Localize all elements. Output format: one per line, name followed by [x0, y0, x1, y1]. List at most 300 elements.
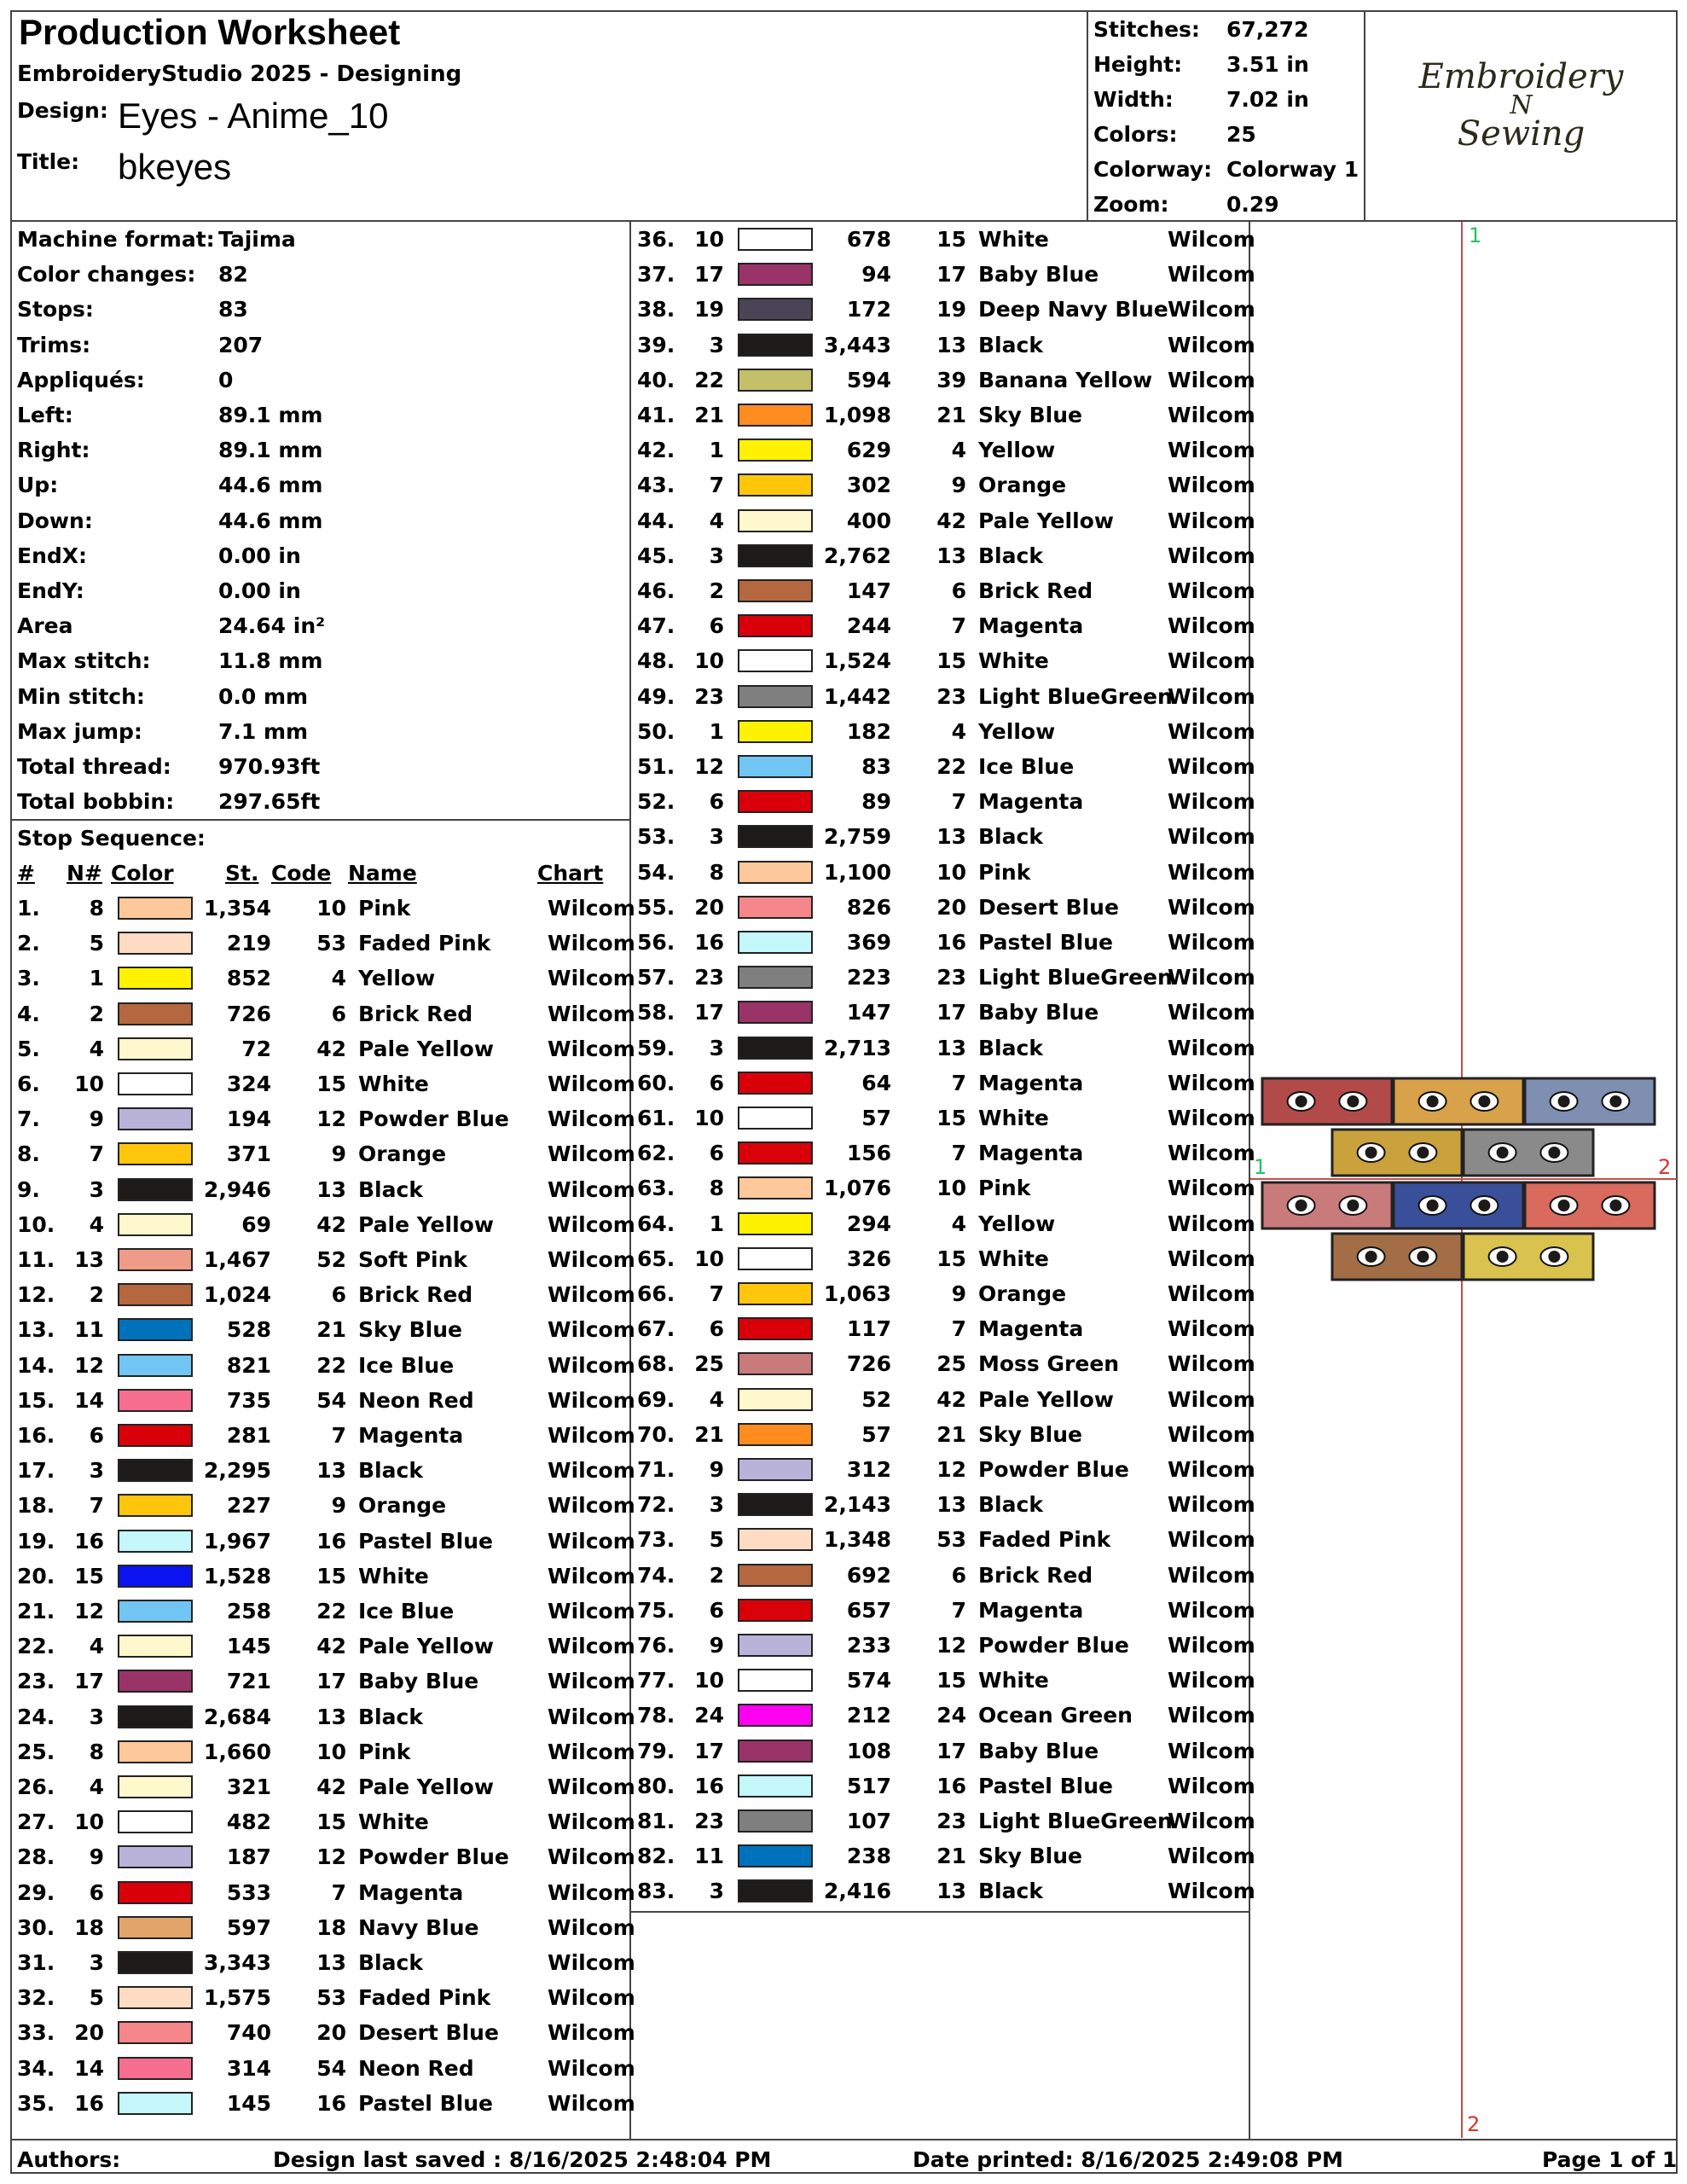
stop-code: 9: [331, 1493, 346, 1519]
stop-thread-name: Yellow: [978, 438, 1056, 463]
stop-chart: Wilcom: [1168, 1738, 1255, 1763]
stop-stitch-count: 117: [846, 1316, 891, 1342]
stop-needle: 1: [89, 966, 104, 991]
stop-row: [630, 1206, 1255, 1241]
spec-label: Zoom:: [1093, 192, 1169, 217]
pupil-icon: [1548, 1147, 1560, 1159]
pupil-icon: [1609, 1095, 1621, 1107]
stop-index: 8.: [17, 1141, 40, 1167]
stop-thread-name: Pink: [358, 896, 411, 921]
stop-stitch-count: 281: [226, 1423, 271, 1448]
stop-thread-name: Neon Red: [358, 2055, 474, 2081]
machine-info-value: 24.64 in²: [218, 613, 326, 639]
stop-chart: Wilcom: [1168, 403, 1255, 427]
stop-thread-name: Yellow: [978, 1211, 1056, 1236]
stop-index: 13.: [17, 1317, 55, 1343]
col-code-header: Code: [271, 861, 332, 886]
stop-stitch-count: 57: [861, 1106, 891, 1130]
stop-needle: 14: [74, 2055, 104, 2081]
stop-stitch-count: 244: [846, 613, 891, 639]
stop-stitch-count: 238: [846, 1844, 891, 1869]
thread-color-swatch: [738, 1176, 813, 1199]
stop-index: 32.: [17, 1985, 55, 2011]
stop-row: [10, 996, 635, 1031]
stop-code: 13: [316, 1704, 346, 1729]
stop-needle: 7: [709, 1281, 724, 1306]
thread-color-swatch: [118, 1951, 193, 1974]
stop-index: 5.: [17, 1036, 40, 1061]
stop-needle: 10: [694, 1106, 724, 1130]
stop-chart: Wilcom: [1168, 613, 1255, 639]
logo-line-1: Embroidery: [1418, 57, 1624, 96]
stop-needle: 9: [89, 1107, 104, 1132]
pupil-icon: [1497, 1147, 1509, 1159]
stop-chart: Wilcom: [548, 2055, 635, 2081]
stop-stitch-count: 678: [846, 227, 891, 252]
stop-code: 21: [316, 1317, 346, 1343]
stop-index: 4.: [17, 1001, 40, 1026]
stop-code: 53: [936, 1527, 966, 1553]
stop-chart: Wilcom: [548, 2090, 635, 2116]
stop-index: 51.: [637, 754, 675, 779]
stop-stitch-count: 533: [226, 1879, 271, 1905]
stop-needle: 10: [694, 648, 724, 674]
stop-chart: Wilcom: [1168, 1070, 1255, 1095]
thread-color-swatch: [738, 1212, 813, 1235]
stop-stitch-count: 223: [846, 965, 891, 990]
machine-info-label: Max jump:: [17, 718, 142, 744]
thread-color-swatch: [738, 825, 813, 848]
stop-chart: Wilcom: [548, 1141, 635, 1167]
stop-index: 16.: [17, 1423, 55, 1448]
stop-thread-name: Pink: [358, 1739, 411, 1764]
stop-stitch-count: 324: [226, 1072, 271, 1096]
stop-row: [10, 1839, 635, 1874]
stop-chart: Wilcom: [548, 1001, 635, 1026]
thread-color-swatch: [118, 897, 193, 920]
stop-stitch-count: 233: [846, 1633, 891, 1658]
stop-thread-name: Pale Yellow: [358, 1774, 494, 1799]
stop-stitch-count: 145: [226, 1634, 271, 1659]
stop-stitch-count: 1,524: [823, 648, 891, 674]
pupil-icon: [1548, 1251, 1560, 1263]
thread-color-swatch: [118, 1107, 193, 1130]
stop-thread-name: Orange: [978, 473, 1067, 498]
machine-info-label: Appliqués:: [17, 367, 145, 392]
thread-color-swatch: [738, 298, 813, 321]
stop-row: [630, 1769, 1255, 1804]
stop-row: [10, 1348, 635, 1383]
stop-chart: Wilcom: [1168, 227, 1255, 252]
stop-needle: 4: [709, 1386, 724, 1412]
stop-stitch-count: 258: [226, 1599, 271, 1623]
machine-info-value: 89.1 mm: [218, 438, 323, 463]
stop-chart: Wilcom: [1168, 683, 1255, 709]
stop-stitch-count: 312: [846, 1457, 891, 1482]
stop-row: [630, 1804, 1255, 1838]
col-st-header: St.: [225, 861, 259, 886]
stop-row: [10, 1769, 635, 1804]
thread-color-swatch: [738, 896, 813, 919]
stop-index: 69.: [637, 1386, 675, 1412]
stop-chart: Wilcom: [548, 931, 635, 956]
stop-thread-name: Black: [978, 543, 1043, 568]
thread-color-swatch: [738, 1704, 813, 1727]
thread-color-swatch: [738, 614, 813, 637]
spec-label: Colorway:: [1093, 157, 1213, 182]
stop-code: 42: [936, 1386, 966, 1412]
stop-stitch-count: 1,024: [203, 1282, 271, 1308]
spec-label: Height:: [1093, 52, 1183, 77]
stop-needle: 21: [694, 1421, 724, 1447]
stop-needle: 6: [709, 1070, 724, 1095]
stop-needle: 3: [709, 824, 724, 850]
stop-row: [10, 1242, 635, 1277]
stop-thread-name: Faded Pink: [358, 931, 491, 956]
stop-thread-name: Magenta: [978, 1141, 1084, 1166]
pupil-icon: [1497, 1251, 1509, 1263]
stop-stitch-count: 1,660: [203, 1739, 271, 1764]
stop-row: [630, 1276, 1255, 1311]
stop-row: [630, 1593, 1255, 1628]
stop-thread-name: Black: [358, 1176, 423, 1202]
stop-thread-name: Neon Red: [358, 1387, 474, 1413]
stop-chart: Wilcom: [1168, 894, 1255, 920]
stop-code: 17: [936, 1738, 966, 1763]
stop-needle: 6: [89, 1423, 104, 1448]
stop-thread-name: White: [978, 227, 1049, 252]
stop-code: 21: [936, 403, 966, 427]
spec-label: Stitches:: [1093, 17, 1200, 42]
thread-color-swatch: [738, 1774, 813, 1798]
stop-needle: 4: [89, 1211, 104, 1237]
stop-row: [630, 1136, 1255, 1170]
marker-top: 1: [1469, 224, 1482, 247]
stop-needle: 4: [89, 1774, 104, 1799]
stop-row: [630, 855, 1255, 890]
stop-chart: Wilcom: [1168, 718, 1255, 744]
stop-needle: 4: [709, 508, 724, 533]
pupil-icon: [1427, 1095, 1439, 1107]
machine-info-label: Down:: [17, 508, 93, 533]
stop-code: 39: [936, 367, 966, 392]
stop-thread-name: Black: [978, 824, 1043, 850]
stop-thread-name: Brick Red: [358, 1001, 473, 1026]
stop-needle: 17: [74, 1669, 104, 1694]
stop-chart: Wilcom: [548, 1844, 635, 1870]
footer-last-saved: Design last saved : 8/16/2025 2:48:04 PM: [273, 2147, 772, 2172]
thread-color-swatch: [738, 931, 813, 954]
machine-info-label: Area: [17, 613, 73, 639]
stop-stitch-count: 1,063: [823, 1281, 891, 1306]
stop-index: 67.: [637, 1316, 675, 1342]
stop-row: [630, 1170, 1255, 1205]
marker-left: 1: [1254, 1155, 1267, 1179]
software-name: EmbroideryStudio 2025 - Designing: [17, 61, 462, 87]
machine-info-value: 44.6 mm: [218, 473, 323, 498]
stop-chart: Wilcom: [1168, 508, 1255, 533]
title-value: bkeyes: [118, 147, 232, 187]
stop-needle: 8: [709, 1176, 724, 1201]
stop-needle: 3: [89, 1950, 104, 1975]
stop-stitch-count: 94: [861, 262, 891, 288]
stop-needle: 11: [694, 1844, 724, 1869]
stop-row: [630, 538, 1255, 573]
stop-index: 50.: [637, 718, 675, 744]
stop-thread-name: White: [358, 1072, 429, 1096]
stop-stitch-count: 147: [846, 578, 891, 603]
stop-index: 27.: [17, 1809, 55, 1835]
stop-row: [630, 960, 1255, 995]
stop-stitch-count: 1,348: [823, 1527, 891, 1553]
stop-index: 70.: [637, 1421, 675, 1447]
eye-patch: [1464, 1234, 1593, 1280]
stop-stitch-count: 1,575: [203, 1985, 271, 2011]
stop-index: 34.: [17, 2055, 55, 2081]
stop-needle: 12: [74, 1599, 104, 1623]
thread-color-swatch: [118, 1494, 193, 1517]
stop-stitch-count: 89: [861, 789, 891, 815]
stop-needle: 15: [74, 1563, 104, 1589]
stop-thread-name: White: [358, 1563, 429, 1589]
stop-thread-name: Black: [978, 1492, 1043, 1518]
thread-color-swatch: [738, 1107, 813, 1130]
stop-code: 13: [316, 1458, 346, 1484]
stop-chart: Wilcom: [548, 1739, 635, 1764]
stop-stitch-count: 2,143: [823, 1492, 891, 1518]
stop-thread-name: Magenta: [978, 1070, 1084, 1095]
stop-needle: 21: [694, 403, 724, 427]
thread-color-swatch: [118, 2057, 193, 2080]
stop-index: 12.: [17, 1282, 55, 1308]
stop-stitch-count: 57: [861, 1421, 891, 1447]
stop-index: 56.: [637, 930, 675, 955]
stop-code: 54: [316, 2055, 346, 2081]
stop-stitch-count: 2,759: [823, 824, 891, 850]
stop-code: 54: [316, 1387, 346, 1413]
eye-patch: [1525, 1182, 1655, 1228]
machine-info-label: Right:: [17, 438, 90, 463]
stop-needle: 6: [709, 789, 724, 815]
stop-thread-name: Ice Blue: [978, 754, 1075, 779]
machine-info-label: Max stitch:: [17, 648, 151, 674]
stop-thread-name: Moss Green: [978, 1351, 1120, 1377]
stop-row: [10, 1629, 635, 1664]
thread-color-swatch: [738, 1493, 813, 1516]
thread-color-swatch: [738, 685, 813, 708]
stop-needle: 1: [709, 1211, 724, 1236]
stop-needle: 9: [709, 1457, 724, 1482]
stop-chart: Wilcom: [1168, 1457, 1255, 1482]
stop-thread-name: Magenta: [978, 1597, 1084, 1623]
thread-color-swatch: [738, 649, 813, 672]
thread-color-swatch: [738, 1740, 813, 1763]
col-name-header: Name: [348, 861, 417, 886]
stop-row: [630, 1838, 1255, 1873]
stop-index: 7.: [17, 1107, 40, 1132]
stop-chart: Wilcom: [1168, 1879, 1255, 1904]
eye-patch: [1262, 1078, 1392, 1124]
stop-stitch-count: 1,442: [823, 683, 891, 709]
stop-thread-name: Powder Blue: [978, 1457, 1129, 1482]
stop-stitch-count: 821: [226, 1352, 271, 1378]
stop-row: [630, 1311, 1255, 1346]
machine-info-value: 44.6 mm: [218, 508, 323, 533]
stop-thread-name: Magenta: [358, 1879, 464, 1905]
stop-chart: Wilcom: [1168, 1316, 1255, 1342]
stop-code: 7: [951, 1141, 966, 1166]
stop-code: 7: [951, 1597, 966, 1623]
stop-chart: Wilcom: [1168, 1106, 1255, 1130]
machine-info-label: Total bobbin:: [17, 789, 175, 815]
thread-color-swatch: [738, 404, 813, 427]
page-title: Production Worksheet: [19, 12, 401, 52]
stop-row: [630, 1628, 1255, 1663]
stop-thread-name: White: [978, 1106, 1049, 1130]
stop-thread-name: Sky Blue: [978, 1421, 1083, 1447]
thread-color-swatch: [118, 1775, 193, 1798]
stop-thread-name: Deep Navy Blue: [978, 297, 1168, 322]
stop-row: [10, 1031, 635, 1066]
thread-color-swatch: [118, 1002, 193, 1025]
stop-index: 45.: [637, 543, 675, 568]
eye-patch: [1262, 1182, 1392, 1228]
stop-chart: Wilcom: [548, 1985, 635, 2011]
stop-index: 77.: [637, 1668, 675, 1693]
stop-row: [630, 222, 1255, 257]
stop-code: 4: [951, 438, 966, 463]
stop-thread-name: Banana Yellow: [978, 367, 1153, 392]
stop-index: 21.: [17, 1599, 55, 1623]
stop-code: 16: [316, 2090, 346, 2116]
stop-stitch-count: 629: [846, 438, 891, 463]
stop-code: 13: [936, 824, 966, 850]
stop-code: 13: [936, 1492, 966, 1518]
stop-chart: Wilcom: [1168, 1597, 1255, 1623]
stop-needle: 16: [694, 930, 724, 955]
stop-needle: 6: [709, 1316, 724, 1342]
thread-color-swatch: [738, 263, 813, 286]
stop-index: 22.: [17, 1634, 55, 1659]
stop-needle: 16: [694, 1773, 724, 1798]
stop-needle: 24: [694, 1703, 724, 1728]
stop-row: [630, 1346, 1255, 1381]
stop-index: 52.: [637, 789, 675, 815]
pupil-icon: [1347, 1095, 1359, 1107]
machine-info-value: 0.00 in: [218, 578, 301, 603]
stop-thread-name: Baby Blue: [978, 1000, 1099, 1025]
stop-stitch-count: 172: [846, 297, 891, 322]
thread-color-swatch: [738, 966, 813, 989]
stop-code: 42: [316, 1211, 346, 1237]
thread-color-swatch: [738, 1423, 813, 1446]
stop-needle: 9: [89, 1844, 104, 1870]
pupil-icon: [1417, 1251, 1429, 1263]
stop-thread-name: Pastel Blue: [978, 1773, 1113, 1798]
stop-thread-name: White: [978, 1668, 1049, 1693]
machine-info-value: Tajima: [218, 227, 296, 252]
thread-color-swatch: [118, 1354, 193, 1377]
stop-stitch-count: 212: [846, 1703, 891, 1728]
stop-needle: 18: [74, 1914, 104, 1940]
stop-chart: Wilcom: [1168, 297, 1255, 322]
stop-row: [10, 1383, 635, 1418]
stop-needle: 8: [709, 859, 724, 885]
stop-index: 78.: [637, 1703, 675, 1728]
stop-stitch-count: 369: [846, 930, 891, 955]
stop-needle: 20: [694, 894, 724, 920]
stop-stitch-count: 107: [846, 1809, 891, 1833]
stop-stitch-count: 2,684: [203, 1704, 271, 1729]
stop-thread-name: Sky Blue: [358, 1317, 463, 1343]
stop-thread-name: Black: [358, 1950, 423, 1975]
stop-row: [630, 890, 1255, 925]
thread-color-swatch: [738, 369, 813, 392]
machine-info-label: Total thread:: [17, 754, 171, 779]
stop-needle: 5: [89, 931, 104, 956]
stop-thread-name: Powder Blue: [358, 1844, 509, 1870]
stop-chart: Wilcom: [548, 1107, 635, 1132]
stop-row: [630, 398, 1255, 433]
machine-info-value: 297.65ft: [218, 789, 321, 815]
stop-row: [630, 1487, 1255, 1522]
stop-row: [10, 1066, 635, 1101]
stop-sequence-label: Stop Sequence:: [17, 826, 206, 851]
thread-color-swatch: [738, 755, 813, 778]
stop-thread-name: Black: [358, 1704, 423, 1729]
stop-code: 10: [316, 1739, 346, 1764]
stop-code: 12: [936, 1457, 966, 1482]
stop-needle: 17: [694, 1000, 724, 1025]
stop-thread-name: Pale Yellow: [978, 508, 1114, 533]
stop-code: 12: [316, 1107, 346, 1132]
stop-index: 24.: [17, 1704, 55, 1729]
stop-index: 39.: [637, 332, 675, 357]
stop-thread-name: Magenta: [978, 613, 1084, 639]
stop-index: 31.: [17, 1950, 55, 1975]
stop-row: [10, 1910, 635, 1945]
stop-row: [630, 1452, 1255, 1487]
logo-line-2: N: [1510, 90, 1533, 120]
stop-code: 21: [936, 1844, 966, 1869]
stop-thread-name: Orange: [978, 1281, 1067, 1306]
stop-stitch-count: 1,967: [203, 1528, 271, 1554]
stop-code: 15: [936, 648, 966, 674]
stop-needle: 17: [694, 262, 724, 288]
stop-row: [630, 1241, 1255, 1276]
stop-index: 65.: [637, 1246, 675, 1271]
stop-index: 62.: [637, 1141, 675, 1166]
stop-code: 23: [936, 965, 966, 990]
thread-color-swatch: [738, 1809, 813, 1833]
pupil-icon: [1365, 1147, 1377, 1159]
stop-row: [10, 1418, 635, 1453]
footer-divider: [10, 2139, 1678, 2140]
stop-row: [10, 1734, 635, 1769]
stop-chart: Wilcom: [548, 1634, 635, 1659]
stop-index: 40.: [637, 367, 675, 392]
stop-chart: Wilcom: [548, 1072, 635, 1096]
stop-chart: Wilcom: [1168, 1773, 1255, 1798]
stop-index: 74.: [637, 1562, 675, 1588]
stop-code: 13: [936, 543, 966, 568]
stop-chart: Wilcom: [548, 1387, 635, 1413]
design-label: Design:: [17, 98, 108, 123]
stop-code: 15: [936, 1246, 966, 1271]
stop-thread-name: Brick Red: [978, 578, 1093, 603]
stop-stitch-count: 826: [846, 894, 891, 920]
stop-stitch-count: 597: [226, 1914, 271, 1940]
